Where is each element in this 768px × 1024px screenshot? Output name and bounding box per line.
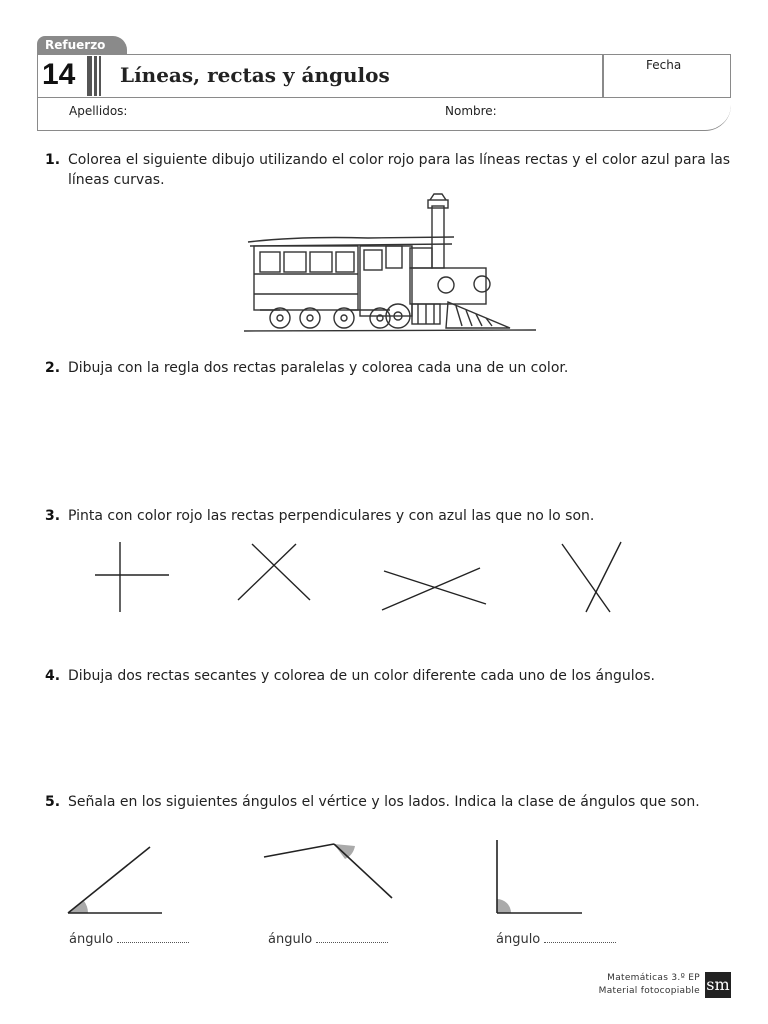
crossing-lines-narrow[interactable] (562, 542, 621, 612)
surname-label: Apellidos: (69, 104, 128, 118)
exercise-5-number: 5. (45, 794, 61, 810)
exercise-1-number: 1. (45, 152, 61, 168)
unit-number: 14 (42, 58, 76, 91)
exercise-1-text: Colorea el siguiente dibujo utilizando el color rojo para las líneas rectas y el color azul para las líneas curvas. (68, 152, 731, 188)
perpendicular-lines[interactable] (95, 542, 169, 612)
right-angle[interactable] (497, 840, 582, 913)
answer-line-2[interactable] (316, 932, 388, 943)
sm-logo: sm (705, 972, 731, 998)
exercise-3-number: 3. (45, 508, 61, 524)
angle-label-2: ángulo (268, 932, 388, 947)
unit-divider-bars (87, 56, 105, 96)
exercise-5-text: Señala en los siguientes ángulos el vértice y los lados. Indica la clase de ángulos que son. (68, 794, 700, 810)
page-title: Líneas, rectas y ángulos (120, 63, 390, 87)
name-label: Nombre: (445, 104, 497, 118)
date-divider (602, 54, 604, 98)
acute-angle[interactable] (68, 847, 162, 913)
exercise-3-text: Pinta con color rojo las rectas perpendiculares y con azul las que no lo son. (68, 508, 595, 524)
footer-course: Matemáticas 3.º EP (607, 973, 700, 983)
angle-label-3: ángulo (496, 932, 616, 947)
obtuse-angle[interactable] (264, 844, 392, 898)
exercise-2-text: Dibuja con la regla dos rectas paralelas y colorea cada una de un color. (68, 360, 569, 376)
answer-line-3[interactable] (544, 932, 616, 943)
footer-material: Material fotocopiable (598, 986, 700, 996)
date-label: Fecha (646, 58, 682, 72)
crossing-lines-x[interactable] (238, 544, 310, 600)
train-drawing[interactable] (240, 192, 540, 337)
exercise-2-number: 2. (45, 360, 61, 376)
angles-figure (60, 834, 600, 924)
refuerzo-tab: Refuerzo (37, 36, 127, 54)
exercise-4-text: Dibuja dos rectas secantes y colorea de un color diferente cada uno de los ángulos. (68, 668, 655, 684)
exercise-4-number: 4. (45, 668, 61, 684)
angle-label-1: ángulo (69, 932, 189, 947)
crossing-lines-flat[interactable] (382, 568, 486, 610)
answer-line-1[interactable] (117, 932, 189, 943)
line-pairs-figure (90, 536, 650, 616)
names-box (37, 97, 731, 131)
